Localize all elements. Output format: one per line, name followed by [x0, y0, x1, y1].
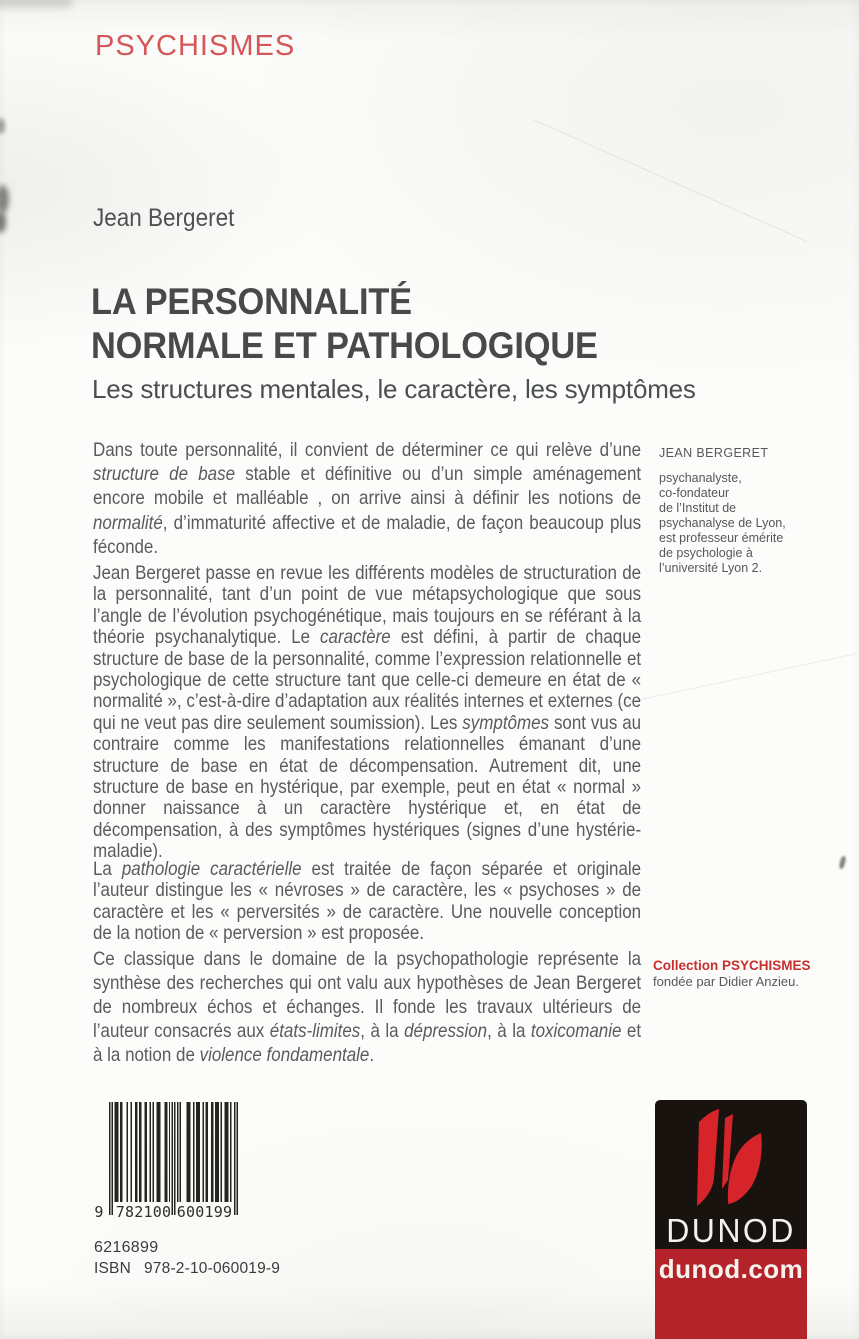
barcode-bars [109, 1102, 238, 1215]
book-title-line1: LA PERSONNALITÉ [91, 281, 412, 322]
isbn-label: ISBN [94, 1260, 131, 1277]
blurb-paragraph: La pathologie caractérielle est traitée de façon séparée et originale l’auteur distingue les « névroses » de caractère, les « psychoses » de caractère et les « perversités » de caractère. Une nouvelle conception de la notion de « perversion » est proposée. [93, 858, 642, 945]
blurb-paragraph: Dans toute personnalité, il convient de déterminer ce qui relève d’une structure de base stable et définitive ou d’un simple aménagement encore mobile et malléable , on arrive ainsi à définir les notions de normalité, d’immaturité affective et de maladie, de façon beaucoup plus féconde. [93, 439, 642, 558]
collection-masthead: PSYCHISMES [95, 30, 296, 62]
book-title-line2: NORMALE ET PATHOLOGIQUE [91, 325, 598, 366]
blurb-paragraph: Jean Bergeret passe en revue les différents modèles de structuration de la personnalité, tant d’un point de vue métapsychologique que sous l’angle de l’évolution psychogénétique, mais toujours en se référant à la théorie psychanalytique. Le caractère est défini, à partir de chaque structure de base de la personnalité, comme l’expression relationnelle et psychologique de cette structure tant que celle-ci demeure en état de « normalité », c’est-à-dire d’adaptation aux réalités internes et externes (ce qui ne veut pas dire seulement soumission). Les symptômes sont vus au contraire comme les manifestations relationnelles émanant d’une structure de base en état de décompensation. Autrement dit, une structure de base en hystérique, par exemple, peut en état « normal » donner naissance à un caractère hystérique et, en état de décompensation, à des symptômes hystériques (signes d’une hystérie-maladie). [93, 562, 642, 863]
blurb-paragraph: Ce classique dans le domaine de la psychopathologie représente la synthèse des recherches qui ont valu aux hypothèses de Jean Bergeret de nombreux échos et échanges. Il fonde les travaux ultérieurs de l’auteur consacrés aux états-limites, à la dépression, à la toxicomanie et à la notion de violence fondamentale. [93, 948, 642, 1067]
scan-crease [533, 119, 807, 242]
author-bio-text: psychanalyste, co-fondateur de l’Institut de psychanalyse de Lyon, est professeur émérite de psychologie à l’université Lyon 2. [659, 471, 786, 575]
book-subtitle: Les structures mentales, le caractère, les symptômes [92, 374, 696, 404]
collection-note-founder: fondée par Didier Anzieu. [653, 974, 799, 989]
author-bio-name: JEAN BERGERET [659, 446, 769, 460]
scan-smudge [0, 185, 9, 213]
dunod-website-band [655, 1249, 807, 1339]
dunod-logo-icon [697, 1109, 763, 1207]
product-code: 6216899 [94, 1239, 159, 1256]
ean-barcode [94, 1102, 238, 1222]
author-name: Jean Bergeret [93, 204, 235, 232]
collection-note [653, 958, 811, 990]
barcode-digit-group1: 782100 [115, 1203, 172, 1221]
collection-note-title: Collection PSYCHISMES [653, 958, 811, 973]
scan-speck [839, 856, 847, 870]
scan-smudge [0, 211, 6, 233]
dunod-logo [655, 1100, 807, 1249]
dunod-wordmark: DUNOD [666, 1212, 796, 1249]
isbn-value: 978-2-10-060019-9 [143, 1260, 281, 1277]
scan-smudge [0, 0, 72, 8]
barcode-digit-prefix: 9 [94, 1203, 104, 1221]
dunod-website: dunod.com [658, 1254, 804, 1284]
barcode-digit-group2: 600199 [176, 1203, 233, 1221]
scan-smudge [0, 118, 5, 134]
book-title [91, 280, 649, 368]
isbn-line [94, 1260, 280, 1278]
